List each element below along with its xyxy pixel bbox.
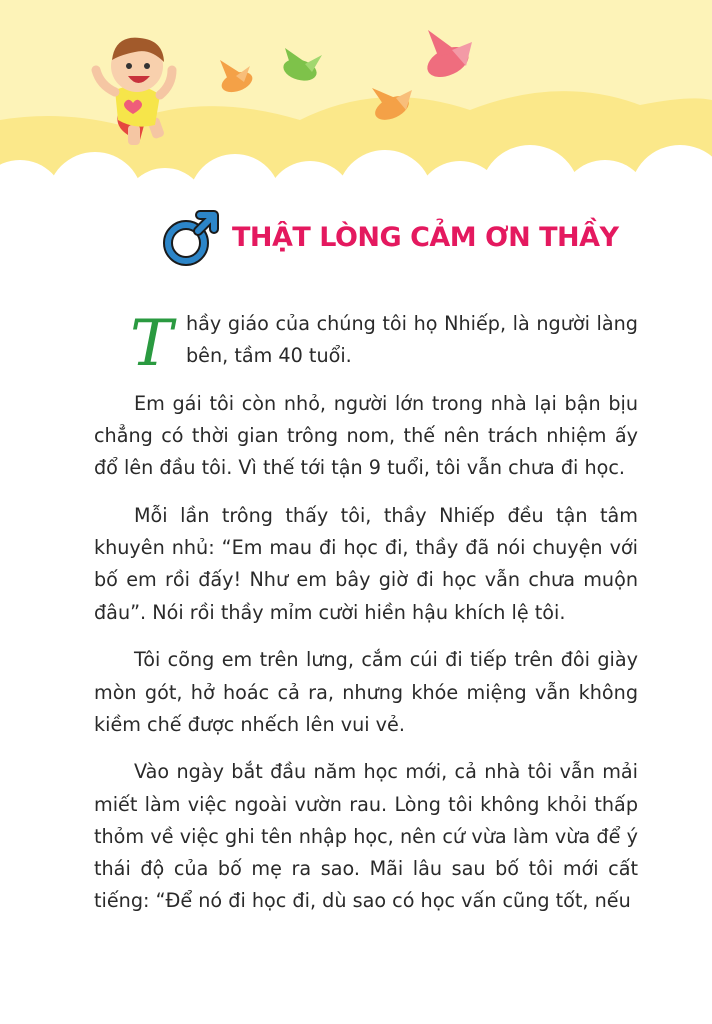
paragraph-4: Tôi cõng em trên lưng, cắm cúi đi tiếp trên đôi giày mòn gót, hở hoác cả ra, nhưng khóe miệng vẫn không kiềm chế được nhếch lên vui vẻ. — [94, 648, 638, 736]
male-symbol-icon — [160, 205, 224, 269]
article-body — [94, 308, 638, 933]
header-art — [0, 0, 712, 235]
paragraph-3: Mỗi lần trông thấy tôi, thầy Nhiếp đều tận tâm khuyên nhủ: “Em mau đi học đi, thầy đã nói chuyện với bố em rồi đấy! Như em bây giờ đi học vẫn chưa muộn đâu”. Nói rồi thầy mỉm cười hiền hậu khích lệ tôi. — [94, 504, 638, 624]
header-illustration — [0, 0, 712, 235]
paragraph-text: hầy giáo của chúng tôi họ Nhiếp, là người làng bên, tầm 40 tuổi. — [186, 312, 638, 368]
title-row — [160, 202, 619, 272]
page-title: THẬT LÒNG CẢM ƠN THẦY — [232, 221, 619, 253]
paragraph-2: Em gái tôi còn nhỏ, người lớn trong nhà lại bận bịu chẳng có thời gian trông nom, thế nên trách nhiệm ấy đổ lên đầu tôi. Vì thế tới tận 9 tuổi, tôi vẫn chưa đi học. — [94, 391, 638, 480]
paragraph-5: Vào ngày bắt đầu năm học mới, cả nhà tôi vẫn mải miết làm việc ngoài vườn rau. Lòng tôi không khỏi thấp thỏm về việc ghi tên nhập học, nên cứ vừa làm vừa để ý thái độ của bố mẹ ra sao. Mãi lâu sau bố tôi mới cất tiếng: “Để nó đi học đi, dù sao có học vấn cũng tốt, nếu — [94, 760, 638, 913]
paragraph-1 — [94, 307, 638, 381]
dropcap: T — [130, 307, 173, 381]
